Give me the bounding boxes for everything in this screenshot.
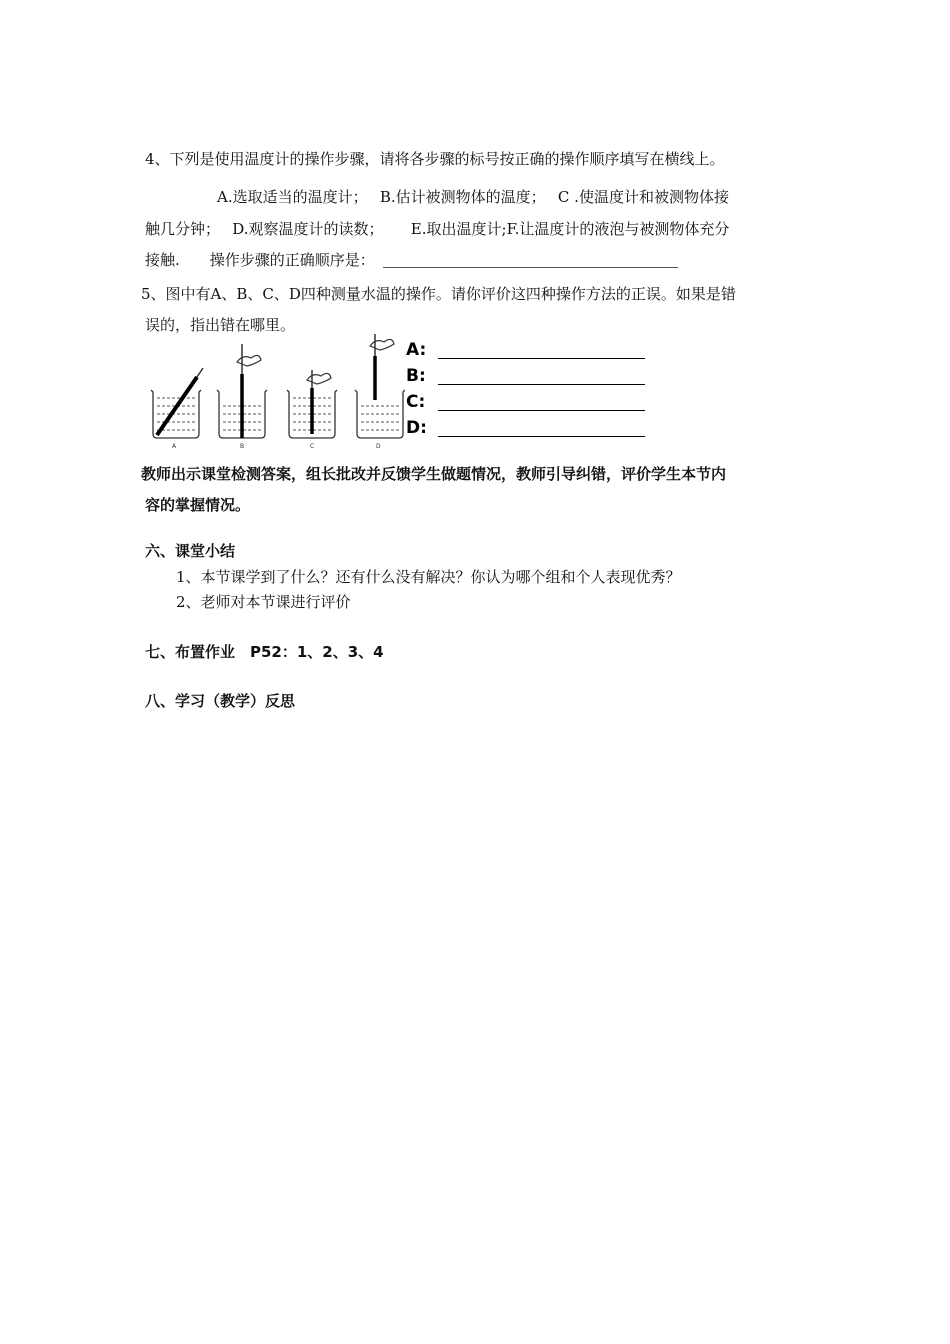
q4-options-line2: 触几分钟； D.观察温度计的读数； E.取出温度计;F.让温度计的液泡与被测物体充分 bbox=[145, 220, 730, 238]
q4-answer-line bbox=[145, 253, 678, 268]
q4-answer-blank[interactable] bbox=[383, 253, 678, 268]
section6-item1: 1、本节课学到了什么？还有什么没有解决？你认为哪个组和个人表现优秀？ bbox=[176, 568, 681, 586]
beaker-label-b: B bbox=[240, 443, 245, 450]
beaker-label-c: C bbox=[310, 443, 315, 450]
beaker-b bbox=[217, 344, 267, 438]
q4-intro: 4、下列是使用温度计的操作步骤，请将各步骤的标号按正确的操作顺序填写在横线上。 bbox=[145, 150, 725, 168]
answer-blank-c[interactable] bbox=[438, 410, 645, 411]
answer-label-b: B: bbox=[406, 366, 426, 386]
answer-blank-b[interactable] bbox=[438, 384, 645, 385]
section8-heading: 八、学习（教学）反思 bbox=[145, 692, 296, 710]
beaker-label-d: D bbox=[376, 443, 381, 450]
beaker-label-a: A bbox=[172, 443, 177, 450]
answer-label-c: C: bbox=[406, 392, 426, 412]
beaker-a bbox=[151, 368, 203, 438]
thermometer-beakers-figure bbox=[145, 334, 405, 452]
section7-heading: 七、布置作业 P52：1、2、3、4 bbox=[145, 643, 384, 661]
teacher-note-line1: 教师出示课堂检测答案，组长批改并反馈学生做题情况，教师引导纠错，评价学生本节内 bbox=[141, 465, 727, 483]
q4-answer-prompt: 接触. 操作步骤的正确顺序是： bbox=[145, 251, 375, 269]
answer-blank-d[interactable] bbox=[438, 436, 645, 437]
answer-label-d: D: bbox=[406, 418, 427, 438]
answer-blank-a[interactable] bbox=[438, 358, 645, 359]
beaker-d bbox=[355, 334, 405, 438]
q5-intro-cont: 误的，指出错在哪里。 bbox=[145, 316, 296, 334]
section6-item2: 2、老师对本节课进行评价 bbox=[176, 593, 351, 611]
beaker-c bbox=[287, 370, 337, 438]
answer-label-a: A: bbox=[406, 340, 427, 360]
teacher-note-line2: 容的掌握情况。 bbox=[145, 496, 251, 514]
q5-intro: 5、图中有A、B、C、D四种测量水温的操作。请你评价这四种操作方法的正误。如果是错 bbox=[141, 285, 736, 303]
section6-heading: 六、课堂小结 bbox=[145, 542, 236, 560]
q4-options-line1: A.选取适当的温度计； B.估计被测物体的温度； C .使温度计和被测物体接 bbox=[217, 188, 729, 206]
